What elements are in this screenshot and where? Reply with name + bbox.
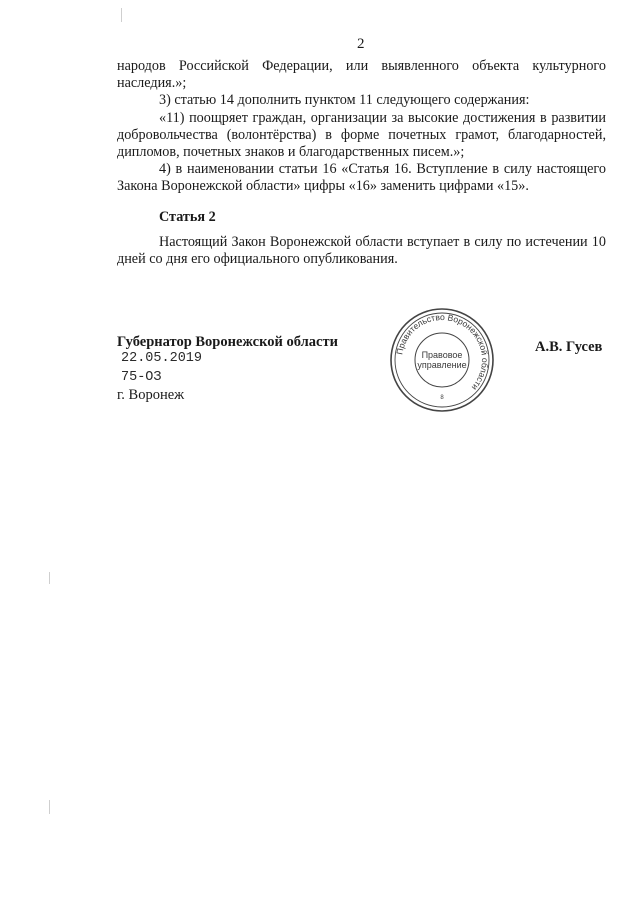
signing-place: г. Воронеж	[117, 387, 185, 403]
article-heading: Статья 2	[159, 208, 216, 225]
scan-artifact	[49, 800, 50, 814]
signer-name: А.В. Гусев	[535, 339, 603, 355]
article-text: Настоящий Закон Воронежской области вступает в силу по истечении 10 дней со дня его официального опубликования.	[117, 233, 606, 268]
paragraph-item-4: 4) в наименовании статьи 16 «Статья 16. Вступление в силу настоящего Закона Воронежской области» цифры «16» заменить цифрами «15».	[117, 161, 606, 195]
signing-date: 22.05.2019	[121, 351, 203, 366]
paragraph-quote-11: «11) поощряет граждан, организации за высокие достижения в развитии добровольчества (волонтёрства) в форме почетных грамот, благодарностей, дипломов, почетных знаков и благодарственных писем.»;	[117, 109, 606, 161]
stamp-mark: 8	[440, 395, 444, 401]
scan-artifact	[121, 8, 122, 22]
page-number: 2	[357, 36, 365, 52]
stamp-center-line2: управление	[417, 360, 467, 370]
paragraph-item-3: 3) статью 14 дополнить пунктом 11 следующего содержания:	[159, 92, 530, 109]
stamp-ring-text: Правительство Воронежской области	[394, 311, 491, 393]
stamp-center-line1: Правовое	[421, 350, 463, 360]
scan-artifact	[49, 572, 50, 584]
signer-title: Губернатор Воронежской области	[117, 334, 338, 350]
paragraph-continuation: народов Российской Федерации, или выявленного объекта культурного наследия.»;	[117, 58, 606, 92]
official-stamp	[388, 306, 496, 414]
document-body	[117, 58, 606, 268]
law-number: 75-ОЗ	[121, 370, 162, 385]
